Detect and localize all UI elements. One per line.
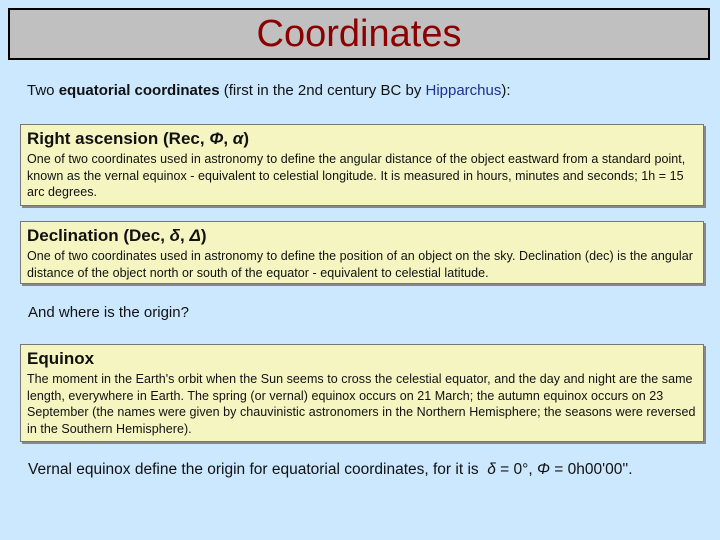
ra-separator: , [223, 129, 233, 148]
equinox-definition: The moment in the Earth's orbit when the Sun seems to cross the celestial equator, and the day and night are the same length, everywhere in Earth. The spring (or vernal) equinox occurs on 21 March; the autumn equinox occurs on 23 September (the names were given by chauvinistic astronomers in the Northern Hemisphere; the seasons were reversed in the Southern Hemisphere). [27, 372, 696, 436]
ra-heading-close: ) [243, 129, 249, 148]
ra-symbol-phi: Φ [209, 129, 224, 148]
equinox-box [20, 344, 704, 442]
dec-heading-close: ) [200, 226, 207, 245]
intro-prefix: Two [27, 82, 59, 99]
hipparchus-link[interactable]: Hipparchus [425, 82, 502, 99]
origin-delta-symbol: δ [487, 461, 496, 478]
right-ascension-heading [27, 129, 697, 149]
intro-middle: (first in the 2nd century BC by [219, 82, 426, 99]
declination-definition: One of two coordinates used in astronomy to define the position of an object on the sky. Declination (dec) is the angular distance of the object north or south of the equator - equivalent to celestial latitude. [27, 249, 693, 280]
dec-symbol-cap-delta: Δ [189, 226, 201, 245]
intro-suffix: ): [501, 82, 511, 99]
intro-text [27, 82, 707, 99]
equinox-heading: Equinox [27, 349, 95, 368]
intro-bold: equatorial coordinates [58, 82, 220, 99]
dec-heading-text: Declination (Dec, [27, 226, 170, 245]
origin-phi-symbol: Φ [536, 461, 550, 478]
declination-heading [27, 226, 697, 246]
dec-separator: , [180, 226, 190, 245]
origin-statement [28, 461, 633, 479]
declination-box [20, 221, 704, 284]
page-title: Coordinates [256, 13, 462, 55]
right-ascension-box [20, 124, 704, 206]
dec-symbol-delta: δ [169, 226, 181, 245]
origin-statement-text: Vernal equinox define the origin for equatorial coordinates, for it is [28, 461, 488, 478]
ra-symbol-alpha: α [232, 129, 244, 148]
origin-phi-value: = 0h00'00''. [549, 461, 633, 478]
ra-heading-text: Right ascension (Rec, [27, 129, 210, 148]
title-bar [8, 8, 710, 60]
right-ascension-definition: One of two coordinates used in astronomy to define the angular distance of the object eastward from a standard point, known as the vernal equinox - equivalent to celestial longitude. It is measured in hours, minutes and seconds; 1h = 15 arc degrees. [27, 152, 686, 199]
origin-question: And where is the origin? [28, 304, 189, 321]
origin-delta-value: = 0°, [495, 461, 537, 478]
